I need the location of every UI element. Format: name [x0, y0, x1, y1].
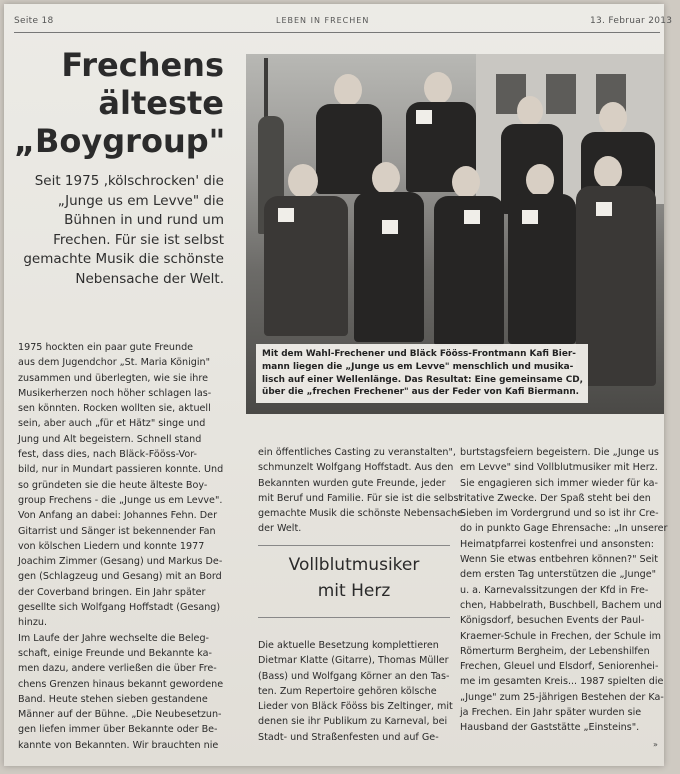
text-line: Von Anfang an dabei: Johannes Fehn. Der — [18, 510, 218, 522]
text-line: ein öffentliches Casting zu veranstalten", — [258, 447, 456, 458]
article-subhead — [14, 172, 224, 289]
text-line: Sie engagieren sich immer wieder für ka- — [460, 477, 658, 489]
text-line: chens Grenzen hinaus bekannt gewordene — [18, 678, 224, 690]
face — [424, 72, 452, 104]
caption-line: lisch auf einer Wellenlänge. Das Resultat: Eine gemeinsame CD, — [262, 374, 584, 385]
cd-case — [522, 210, 538, 224]
text-line: (Bass) und Wolfgang Körner an den Tas- — [258, 670, 450, 682]
text-line: der Coverband bringen. Ein Jahr später — [18, 586, 206, 598]
cd-case — [596, 202, 612, 216]
face — [526, 164, 554, 196]
text-line: Bekannten wurden gute Freunde, jeder — [258, 477, 446, 489]
text-line: Kraemer-Schule in Frechen, der Schule im — [460, 630, 662, 642]
text-line: zusammen und überlegten, wie sie ihre — [18, 372, 208, 384]
issue-date: 13. Februar 2013 — [590, 16, 673, 26]
subhead-line: Bühnen in und rund um — [64, 212, 224, 228]
text-line: Dietmar Klatte (Gitarre), Thomas Müller — [258, 655, 449, 667]
continuation-mark: » — [653, 740, 658, 749]
text-line: schmunzelt Wolfgang Hoffstadt. Aus den — [258, 462, 454, 474]
headline-line: älteste — [98, 84, 224, 122]
face — [599, 102, 627, 134]
text-line: Frechen, Gleuel und Elsdorf, Seniorenhei- — [460, 661, 659, 673]
text-line: Stadt- und Straßenfesten und auf Ge- — [258, 731, 439, 743]
headline-line: „Boygroup" — [14, 122, 226, 160]
subheading — [258, 552, 450, 604]
text-line: der Welt. — [258, 523, 302, 535]
text-line: Lieder von Bläck Fööss bis Zeltinger, mit — [258, 701, 453, 713]
text-line: Jung und Alt begeistern. Schnell stand — [18, 433, 202, 445]
subhead-line: „Junge us em Levve" die — [57, 192, 224, 209]
face — [288, 164, 318, 198]
text-line: Die aktuelle Besetzung komplettieren — [258, 640, 439, 651]
text-line: sein, aber auch „für et Hätz" singe und — [18, 418, 206, 430]
subheading-rule — [258, 545, 450, 546]
text-line: me im gesamten Kreis... 1987 spielten die — [460, 676, 664, 688]
band-photo — [246, 54, 664, 414]
text-line: bild, nur in Mundart passieren konnte. Und — [18, 464, 224, 476]
text-line: Im Laufe der Jahre wechselte die Beleg- — [18, 632, 210, 644]
subhead-line: Seit 1975 ‚kölschrocken' die — [34, 173, 224, 189]
text-line: so gründeten sie die heute älteste Boy- — [18, 479, 208, 491]
text-line: Königsdorf, besuchen Events der Paul- — [460, 615, 645, 627]
text-line: Hausband der Gaststätte „Einsteins". — [460, 722, 640, 734]
text-line: schaft, einige Freunde und Bekannte ka- — [18, 647, 212, 659]
newspaper-page — [4, 4, 673, 766]
jacket — [508, 194, 576, 344]
text-line: em Levve" sind Vollblutmusiker mit Herz. — [460, 462, 658, 474]
jacket — [576, 186, 656, 386]
text-line: Wenn Sie etwas entbehren können?" Seit — [460, 554, 658, 566]
header-rule — [14, 32, 660, 33]
text-line: Joachim Zimmer (Gesang) und Markus De- — [18, 556, 223, 568]
headline-line: Frechens — [61, 46, 224, 84]
text-line: do in punkto Gage Ehrensache: „In unserer — [460, 523, 668, 535]
text-line: denen sie ihr Publikum zu Karneval, bei — [258, 716, 448, 728]
text-line: sen könnten. Rocken wollten sie, aktuell — [18, 403, 211, 415]
text-line: von kölschen Liedern und konnte 1977 — [18, 540, 205, 552]
caption-line: über die „frechen Frechener" aus der Feder von Kafi Biermann. — [262, 387, 580, 398]
text-line: gemachte Musik die schönste Nebensache — [258, 508, 463, 520]
article-column-1 — [18, 340, 240, 753]
jacket — [354, 192, 424, 342]
caption-line: mann liegen die „Junge us em Levve" menschlich und musika- — [262, 361, 574, 372]
text-line: group Frechens - die „Junge us em Levve". — [18, 494, 223, 506]
text-line: gen liefen immer über Bekannte oder Be- — [18, 724, 218, 736]
text-line: Heimatpfarrei kostenfrei und ansonsten: — [460, 538, 654, 550]
text-line: dem ersten Tag unterstützen die „Junge" — [460, 569, 657, 581]
text-line: Musikerherzen noch höher schlagen las- — [18, 387, 212, 399]
text-line: kannte von Bekannten. Wir brauchten nie — [18, 739, 219, 751]
text-line: ritative Zwecke. Der Spaß steht bei den — [460, 492, 651, 504]
subhead-line: Frechen. Für sie ist selbst — [53, 231, 224, 248]
article-column-2 — [258, 445, 463, 537]
text-line: u. a. Karnevalssitzungen der Kfd in Fre- — [460, 584, 649, 596]
text-line: chen, Habbelrath, Buschbell, Bachem und — [460, 599, 662, 611]
cd-case — [464, 210, 480, 224]
subheading-line: Vollblutmusiker — [288, 555, 420, 575]
text-line: hinzu. — [18, 617, 47, 629]
text-line: Römerturm Bergheim, der Lebenshilfen — [460, 645, 650, 657]
text-line: burtstagsfeiern begeistern. Die „Junge us — [460, 447, 659, 458]
section-title: LEBEN IN FRECHEN — [276, 16, 370, 25]
text-line: Gitarrist und Sänger ist bekennender Fan — [18, 525, 216, 537]
cd-case — [416, 110, 432, 124]
cd-case — [382, 220, 398, 234]
text-line: „Junge" zum 25-jährigen Bestehen der Ka- — [460, 691, 664, 703]
text-line: Männer auf der Bühne. „Die Neubesetzun- — [18, 709, 222, 721]
subhead-line: gemachte Musik die schönste — [23, 251, 224, 267]
face — [594, 156, 622, 188]
article-column-3 — [460, 445, 668, 736]
text-line: ja Frechen. Ein Jahr später wurden sie — [460, 707, 642, 719]
article-column-2-continued — [258, 638, 453, 745]
face — [334, 74, 362, 106]
text-line: aus dem Jugendchor „St. Maria Königin" — [18, 357, 210, 369]
cd-case — [278, 208, 294, 222]
text-line: fest, dass dies, nach Bläck-Fööss-Vor- — [18, 449, 197, 461]
text-line: 1975 hockten ein paar gute Freunde — [18, 342, 194, 353]
subhead-line: Nebensache der Welt. — [75, 270, 224, 287]
face — [517, 96, 543, 126]
face — [452, 166, 480, 198]
subheading-line: mit Herz — [317, 581, 391, 601]
text-line: Sieben im Vordergrund und so ist ihr Cre- — [460, 508, 659, 520]
photo-caption — [256, 344, 588, 403]
text-line: men dazu, andere verließen die über Fre- — [18, 663, 217, 675]
building-window — [546, 74, 576, 114]
subheading-rule — [258, 617, 450, 618]
page-number: Seite 18 — [14, 16, 54, 26]
text-line: gen (Schlagzeug und Gesang) mit an Bord — [18, 571, 222, 583]
jacket — [264, 196, 348, 336]
text-line: Band. Heute stehen sieben gestandene — [18, 693, 208, 705]
caption-line: Mit dem Wahl-Frechener und Bläck Fööss-Frontmann Kafi Bier- — [262, 349, 576, 359]
text-line: ten. Zum Repertoire gehören kölsche — [258, 685, 437, 697]
face — [372, 162, 400, 194]
text-line: gesellte sich Wolfgang Hoffstadt (Gesang) — [18, 602, 221, 614]
text-line: mit Beruf und Familie. Für sie ist die selbst — [258, 492, 463, 504]
article-headline — [14, 46, 224, 160]
